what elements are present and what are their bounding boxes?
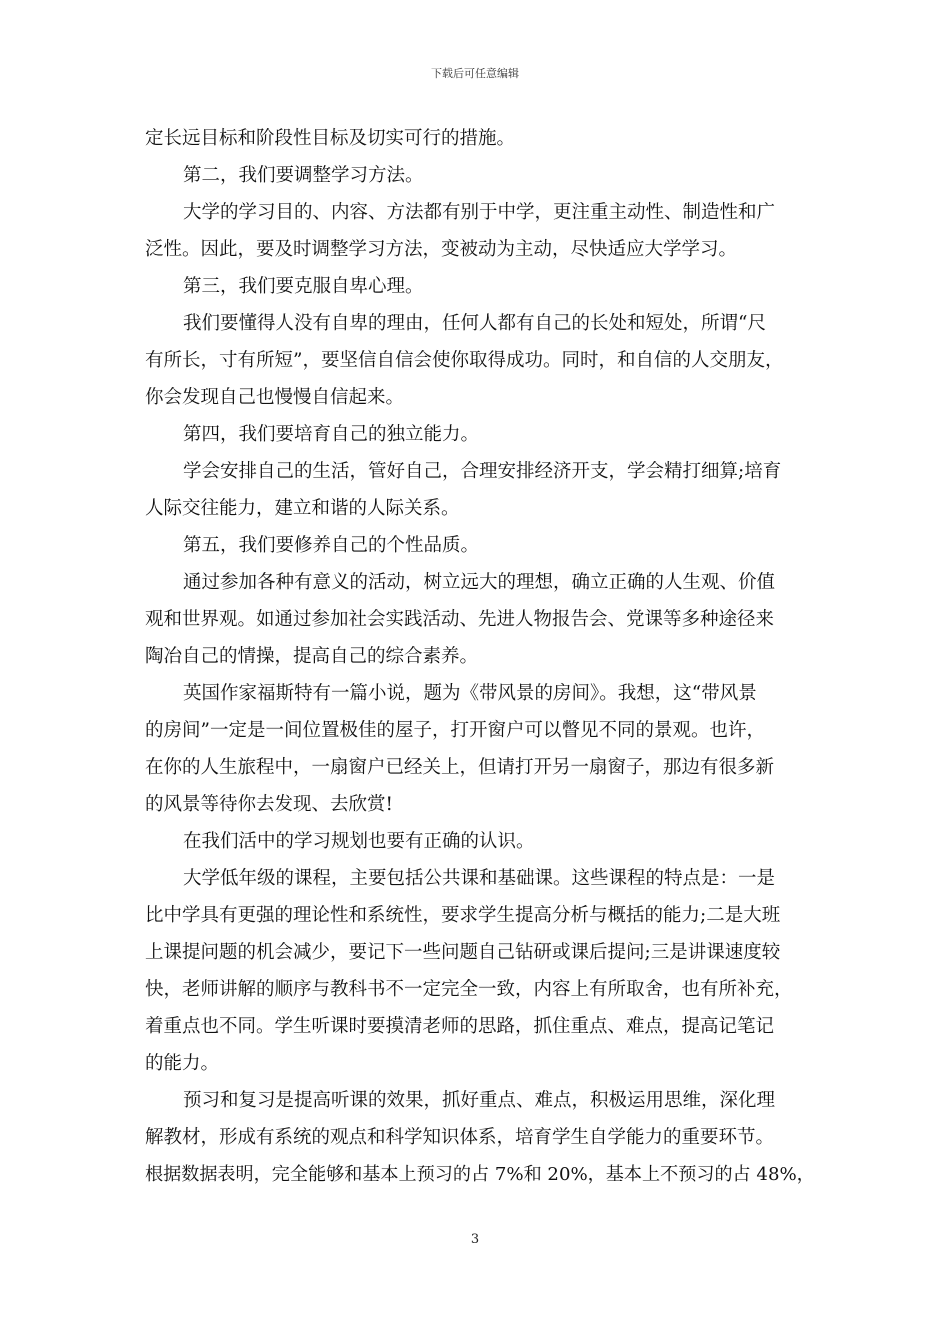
text-line: 泛性。因此，要及时调整学习方法，变被动为主动，尽快适应大学学习。	[145, 239, 738, 260]
text-line: 你会发现自己也慢慢自信起来。	[145, 387, 405, 408]
document-body	[145, 120, 815, 1193]
text-line: 大学低年级的课程，主要包括公共课和基础课。这些课程的特点是：一是	[183, 868, 776, 889]
text-line: 在我们活中的学习规划也要有正确的认识。	[183, 831, 535, 852]
text-line: 根据数据表明，完全能够和基本上预习的占 7%和 20%，基本上不预习的占 48%，	[145, 1164, 815, 1185]
text-line: 人际交往能力，建立和谐的人际关系。	[145, 498, 460, 519]
text-line: 着重点也不同。学生听课时要摸清老师的思路，抓住重点、难点，提高记笔记	[145, 1016, 775, 1037]
text-line: 英国作家福斯特有一篇小说，题为《带风景的房间》。我想，这“带风景	[183, 683, 757, 704]
text-line: 观和世界观。如通过参加社会实践活动、先进人物报告会、党课等多种途径来	[145, 609, 775, 630]
text-line: 我们要懂得人没有自卑的理由，任何人都有自己的长处和短处，所谓“尺	[183, 313, 766, 334]
text-line: 学会安排自己的生活，管好自己，合理安排经济开支，学会精打细算;培育	[183, 461, 782, 482]
text-line: 大学的学习目的、内容、方法都有别于中学，更注重主动性、制造性和广	[183, 202, 776, 223]
text-line: 的风景等待你去发现、去欣赏!	[145, 794, 393, 815]
text-line: 的能力。	[145, 1053, 220, 1074]
text-line: 通过参加各种有意义的活动，树立远大的理想，确立正确的人生观、价值	[183, 572, 776, 593]
text-line: 第二，我们要调整学习方法。	[183, 165, 424, 186]
page-header: 下载后可任意编辑	[431, 67, 519, 80]
page-number: 3	[470, 1232, 480, 1247]
text-line: 上课提问题的机会减少，要记下一些问题自己钻研或课后提问;三是讲课速度较	[145, 942, 781, 963]
text-line: 快，老师讲解的顺序与教科书不一定完全一致，内容上有所取舍，也有所补充，	[145, 979, 793, 1000]
text-line: 预习和复习是提高听课的效果，抓好重点、难点，积极运用思维，深化理	[183, 1090, 776, 1111]
text-line: 解教材，形成有系统的观点和科学知识体系，培育学生自学能力的重要环节。	[145, 1127, 775, 1148]
text-line: 的房间”一定是一间位置极佳的屋子，打开窗户可以瞥见不同的景观。也许，	[145, 720, 765, 741]
text-line: 在你的人生旅程中，一扇窗户已经关上，但请打开另一扇窗子，那边有很多新	[145, 757, 775, 778]
text-line: 定长远目标和阶段性目标及切实可行的措施。	[145, 128, 516, 149]
text-line: 第三，我们要克服自卑心理。	[183, 276, 424, 297]
text-line: 有所长，寸有所短”，要坚信自信会使你取得成功。同时，和自信的人交朋友，	[145, 350, 784, 371]
text-line: 比中学具有更强的理论性和系统性，要求学生提高分析与概括的能力;二是大班	[145, 905, 781, 926]
text-line: 第五，我们要修养自己的个性品质。	[183, 535, 480, 556]
text-line: 第四，我们要培育自己的独立能力。	[183, 424, 480, 445]
text-line: 陶冶自己的情操，提高自己的综合素养。	[145, 646, 479, 667]
